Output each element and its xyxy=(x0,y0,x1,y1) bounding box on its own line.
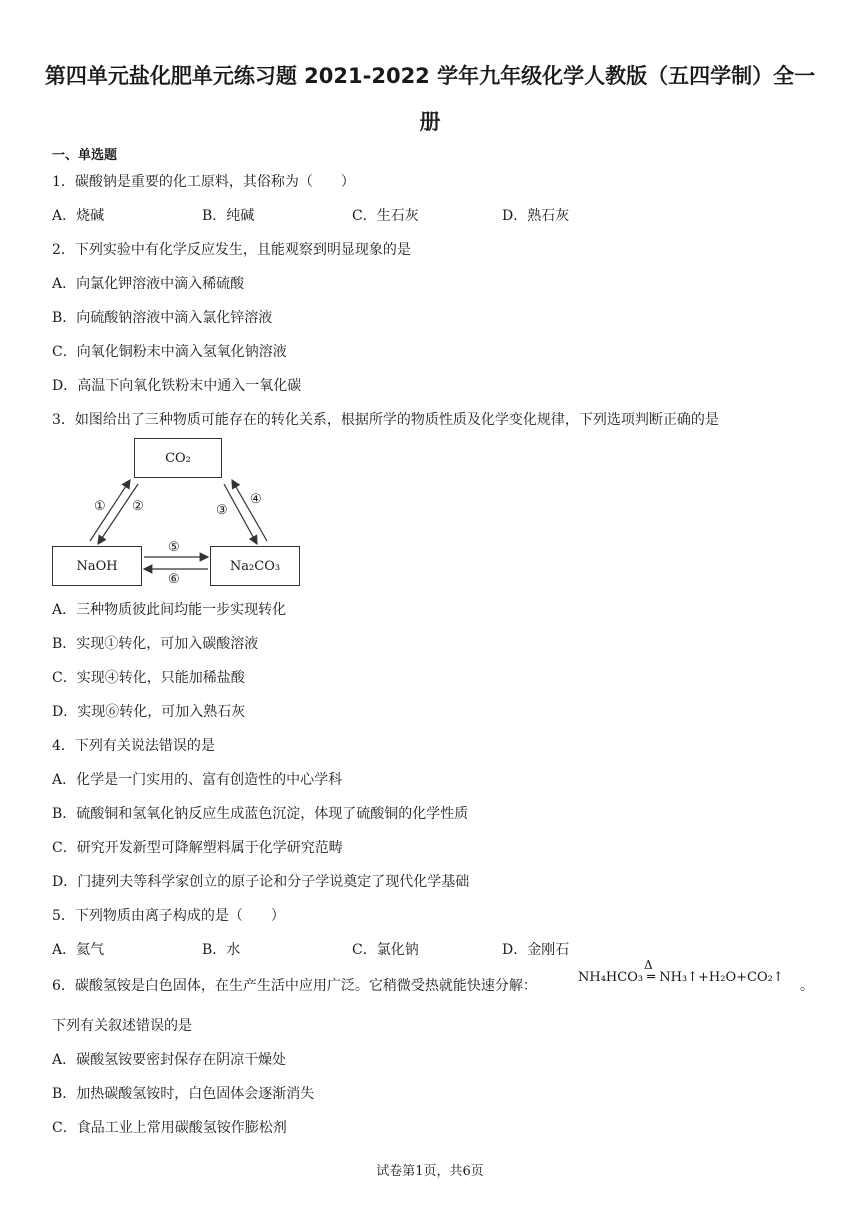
page-title-line1: 第四单元盐化肥单元练习题 2021-2022 学年九年级化学人教版（五四学制）全一 xyxy=(44,64,816,88)
question-6-stem-end: 。 xyxy=(800,978,814,994)
conversion-diagram xyxy=(52,436,302,586)
box-co2: CO₂ xyxy=(134,438,222,478)
question-5-option-d: D．金刚石 xyxy=(502,942,570,958)
label-5: ⑤ xyxy=(168,540,180,555)
question-6-stem-line2: 下列有关叙述错误的是 xyxy=(52,1018,192,1034)
equation-reactant: NH₄HCO₃ xyxy=(578,970,644,985)
question-5-option-a: A．氦气 xyxy=(52,942,105,958)
question-3-stem: 3．如图给出了三种物质可能存在的转化关系，根据所学的物质性质及化学变化规律，下列选项判断正确的是 xyxy=(52,412,719,428)
question-2-option-a: A．向氯化钾溶液中滴入稀硫酸 xyxy=(52,276,245,292)
question-1-option-d: D．熟石灰 xyxy=(502,208,570,224)
question-6-option-c: C．食品工业上常用碳酸氢铵作膨松剂 xyxy=(52,1120,287,1136)
question-5-stem: 5．下列物质由离子构成的是（ ） xyxy=(52,908,285,924)
question-6-option-a: A．碳酸氢铵要密封保存在阴凉干燥处 xyxy=(52,1052,287,1068)
question-4-option-c: C．研究开发新型可降解塑料属于化学研究范畴 xyxy=(52,840,343,856)
question-3-option-c: C．实现④转化，只能加稀盐酸 xyxy=(52,670,245,686)
label-4: ④ xyxy=(250,492,262,507)
page-title-line2: 册 xyxy=(419,110,441,134)
equation-equals: ═ xyxy=(647,970,656,985)
label-2: ② xyxy=(132,499,144,514)
question-2-stem: 2．下列实验中有化学反应发生，且能观察到明显现象的是 xyxy=(52,242,411,258)
decomposition-equation xyxy=(578,958,784,985)
question-1-option-a: A．烧碱 xyxy=(52,208,105,224)
equation-condition: Δ xyxy=(644,958,653,972)
box-na2co3: Na₂CO₃ xyxy=(210,546,300,586)
question-2-option-c: C．向氧化铜粉末中滴入氢氧化钠溶液 xyxy=(52,344,287,360)
label-6: ⑥ xyxy=(168,572,180,587)
section-heading: 一、单选题 xyxy=(52,148,118,163)
question-1-option-b: B．纯碱 xyxy=(202,208,255,224)
question-6-option-b: B．加热碳酸氢铵时，白色固体会逐渐消失 xyxy=(52,1086,315,1102)
question-6-stem: 6．碳酸氢铵是白色固体，在生产生活中应用广泛。它稍微受热就能快速分解： xyxy=(52,978,537,994)
question-2-option-b: B．向硫酸钠溶液中滴入氯化锌溶液 xyxy=(52,310,273,326)
label-3: ③ xyxy=(216,503,228,518)
question-3-option-b: B．实现①转化，可加入碳酸溶液 xyxy=(52,636,259,652)
question-4-option-b: B．硫酸铜和氢氧化钠反应生成蓝色沉淀，体现了硫酸铜的化学性质 xyxy=(52,806,469,822)
label-1: ① xyxy=(94,499,106,514)
question-4-stem: 4．下列有关说法错误的是 xyxy=(52,738,215,754)
question-1-stem: 1．碳酸钠是重要的化工原料，其俗称为（ ） xyxy=(52,174,355,190)
question-1-option-c: C．生石灰 xyxy=(352,208,419,224)
arrow-4 xyxy=(232,480,267,541)
question-3-option-d: D．实现⑥转化，可加入熟石灰 xyxy=(52,704,246,720)
question-2-option-d: D．高温下向氧化铁粉末中通入一氧化碳 xyxy=(52,378,302,394)
question-3-option-a: A．三种物质彼此间均能一步实现转化 xyxy=(52,602,287,618)
question-5-option-b: B．水 xyxy=(202,942,241,958)
page-footer: 试卷第1页，共6页 xyxy=(376,1164,484,1179)
question-4-option-a: A．化学是一门实用的、富有创造性的中心学科 xyxy=(52,772,343,788)
question-4-option-d: D．门捷列夫等科学家创立的原子论和分子学说奠定了现代化学基础 xyxy=(52,874,470,890)
question-5-option-c: C．氯化钠 xyxy=(352,942,419,958)
box-naoh: NaOH xyxy=(52,546,142,586)
arrow-2 xyxy=(98,484,138,544)
equation-products: NH₃↑+H₂O+CO₂↑ xyxy=(659,970,784,985)
